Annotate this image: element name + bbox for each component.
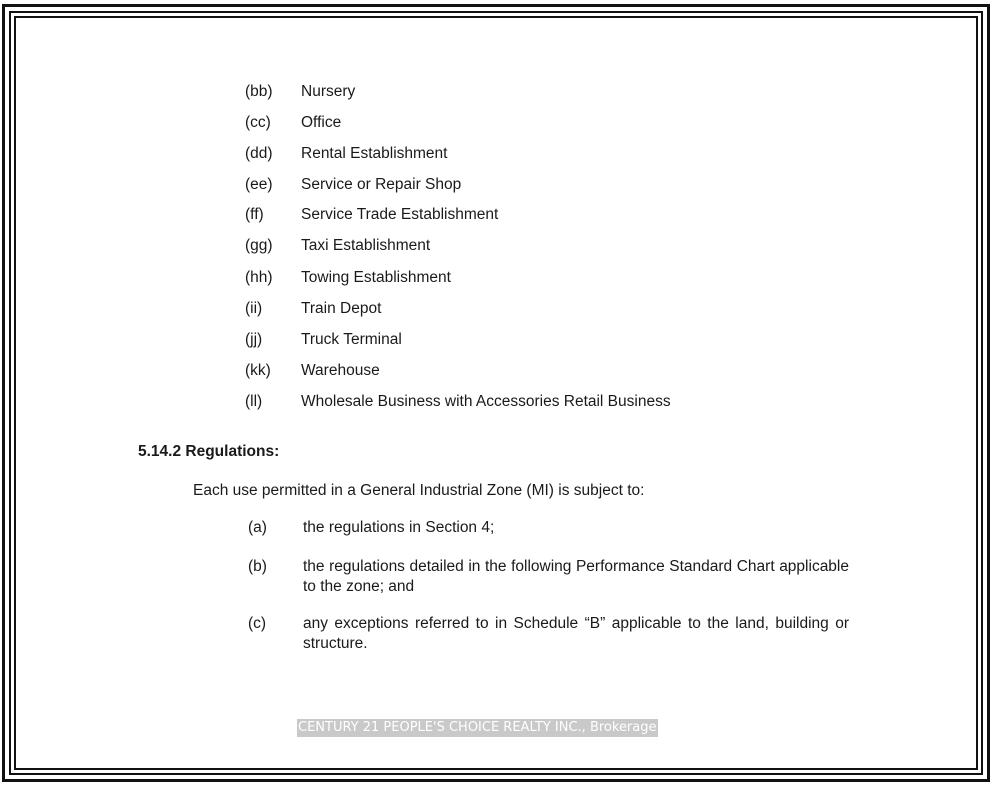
regulation-label: (c) [248,615,267,632]
list-item-label: (dd) [245,145,273,162]
list-item-label: (kk) [245,362,271,379]
regulation-text: the regulations in Section 4; [303,519,495,536]
list-item-label: (ff) [245,206,264,223]
list-item-label: (ee) [245,176,273,193]
list-item-text: Towing Establishment [301,269,451,286]
list-item-text: Service or Repair Shop [301,176,462,193]
regulation-text: any exceptions referred to in Schedule “B” applicable to the land, building or structure. [303,615,849,652]
list-item-label: (jj) [245,331,263,348]
list-item-label: (ii) [245,300,263,317]
list-item-text: Service Trade Establishment [301,206,499,223]
list-item-text: Wholesale Business with Accessories Retail Business [301,393,671,410]
list-item-text: Nursery [301,83,356,100]
list-item-text: Rental Establishment [301,145,448,162]
list-item-label: (cc) [245,114,271,131]
list-item-label: (bb) [245,83,273,100]
section-intro: Each use permitted in a General Industrial Zone (MI) is subject to: [193,482,645,499]
list-item-text: Truck Terminal [301,331,402,348]
list-item-label: (gg) [245,237,273,254]
list-item-text: Warehouse [301,362,380,379]
list-item-text: Taxi Establishment [301,237,431,254]
brokerage-watermark: CENTURY 21 PEOPLE'S CHOICE REALTY INC., Brokerage [298,720,657,735]
list-item-text: Office [301,114,342,131]
list-item-label: (ll) [245,393,263,410]
regulation-label: (a) [248,519,267,536]
regulation-text: the regulations detailed in the following Performance Standard Chart applicable to the zone; and [303,558,849,595]
list-item-label: (hh) [245,269,273,286]
section-heading: 5.14.2 Regulations: [138,443,280,460]
list-item-text: Train Depot [301,300,382,317]
regulation-label: (b) [248,558,267,575]
